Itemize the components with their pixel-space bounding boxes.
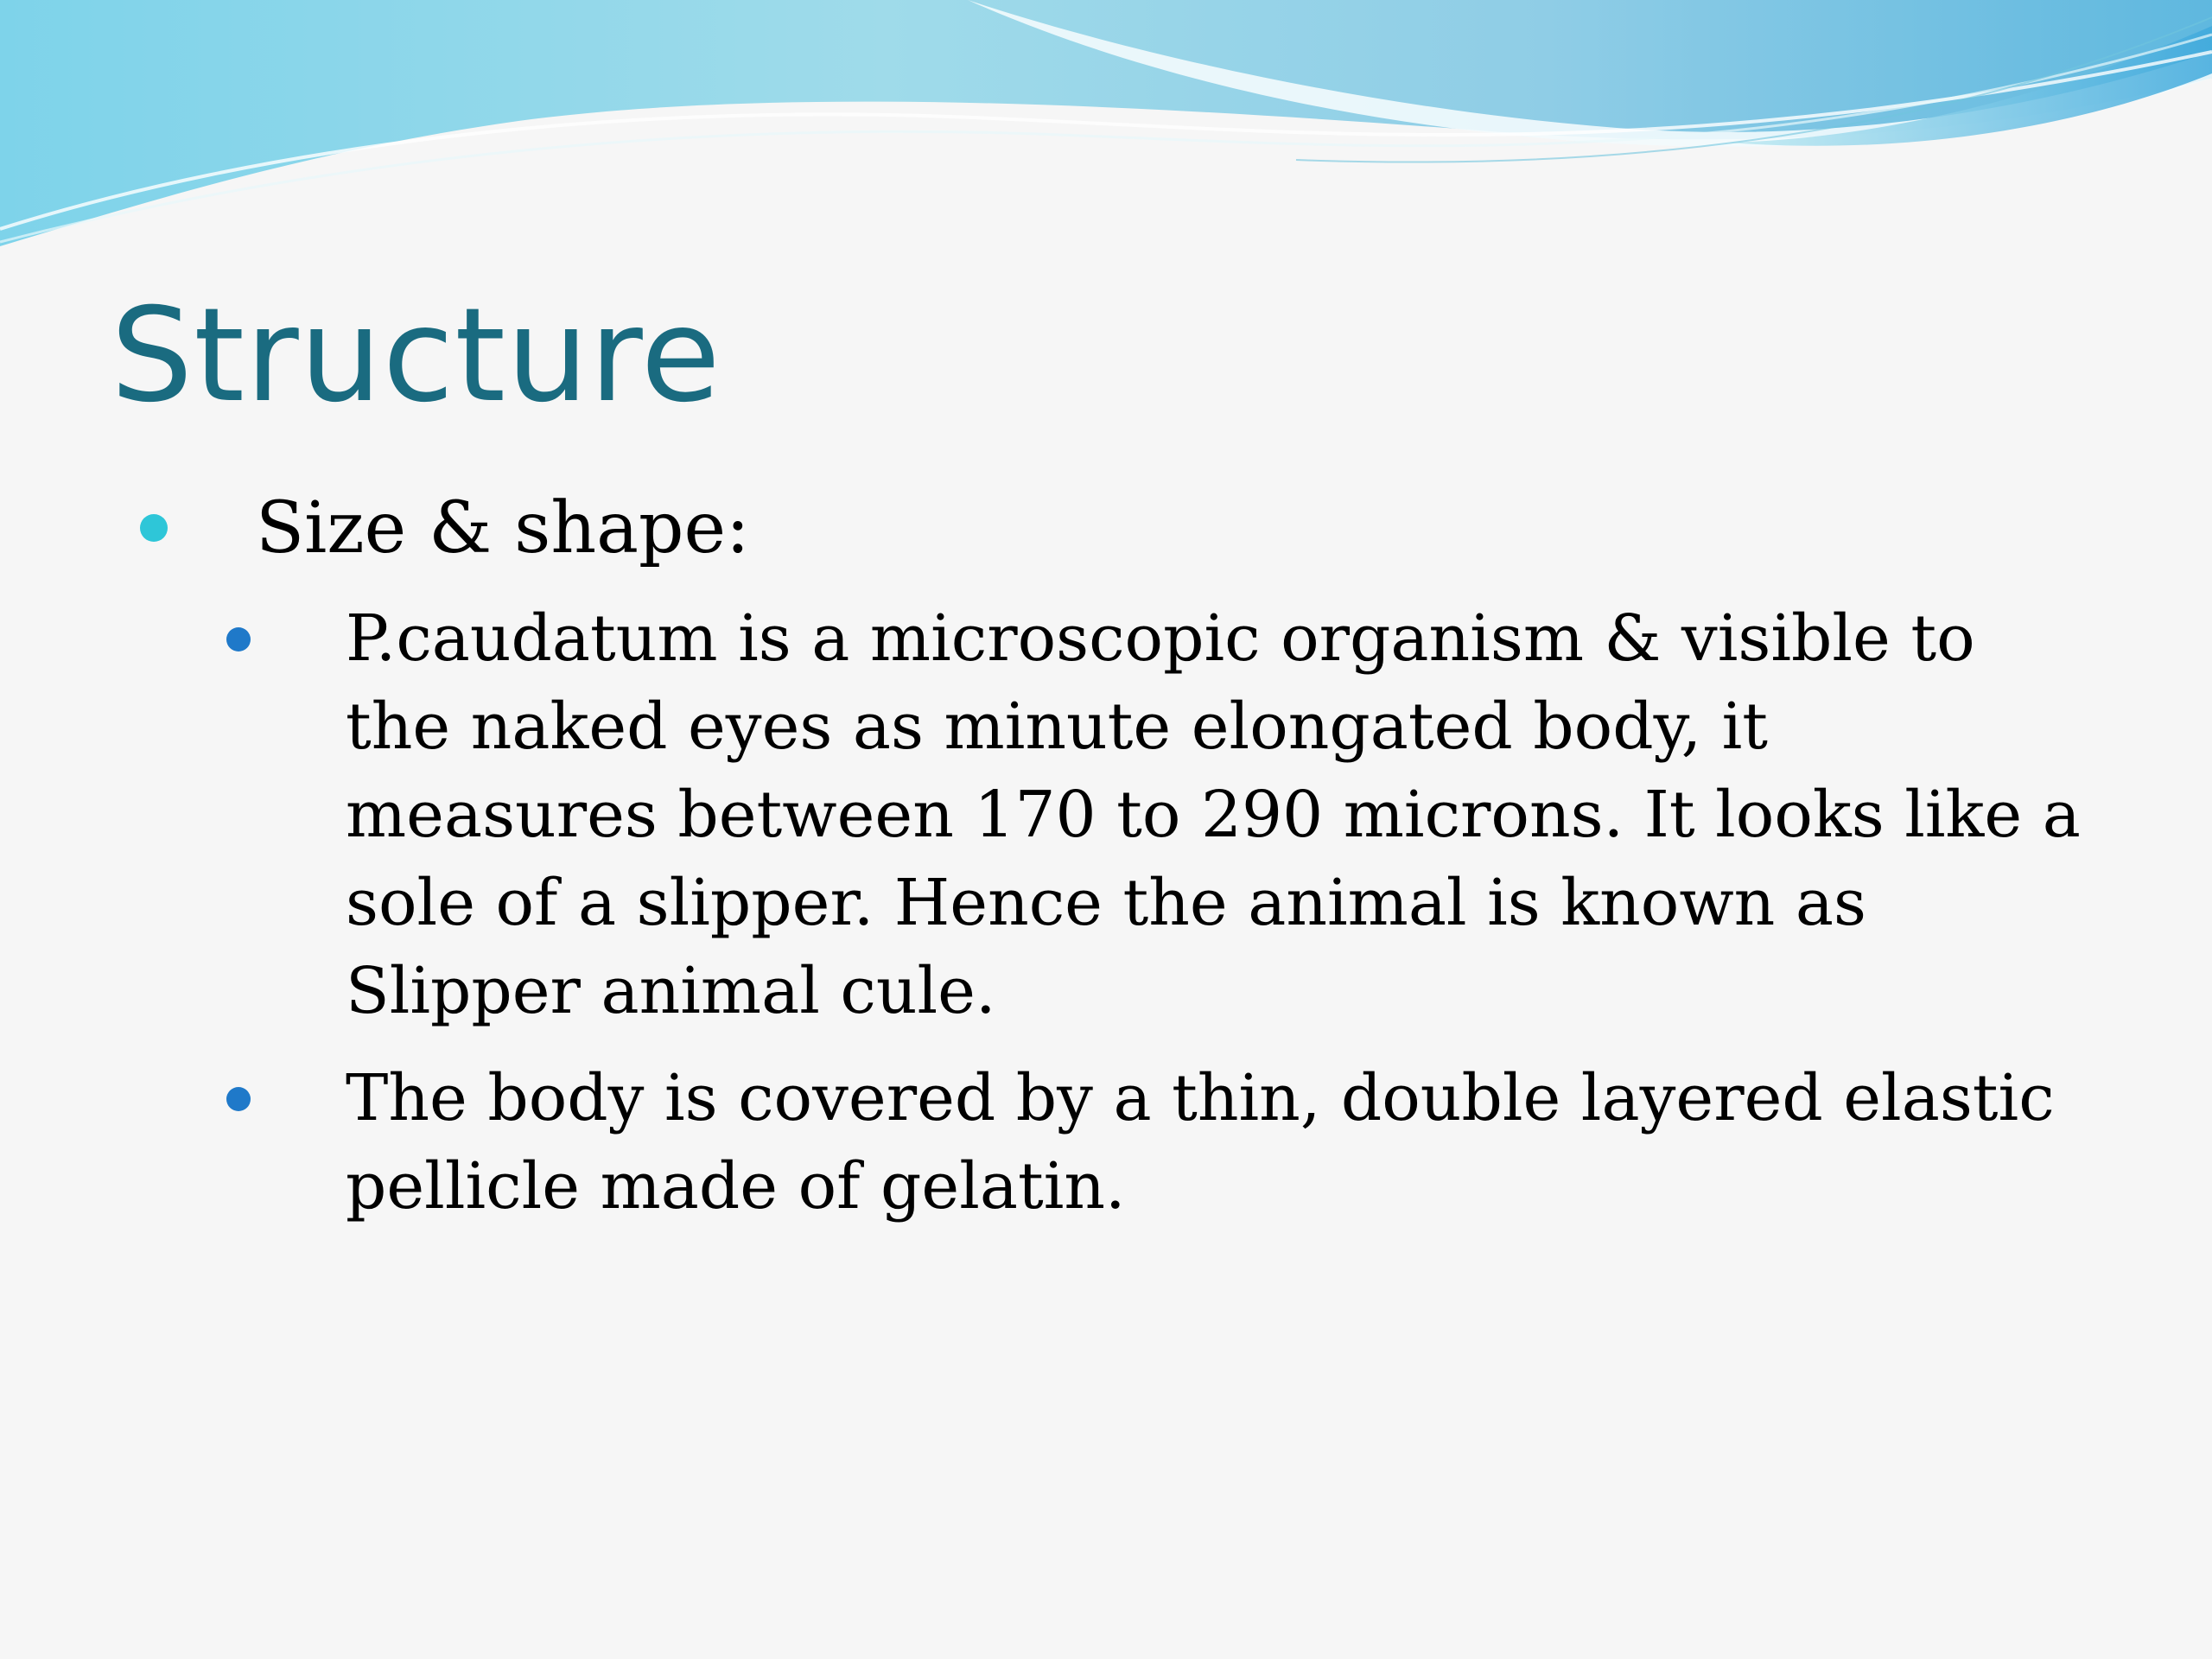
- bullet-size-shape: Size & shape:: [256, 487, 750, 569]
- sub-bullet-pellicle: The body is covered by a thin, double layered elastic pellicle made of gelatin.: [346, 1061, 2055, 1224]
- bullet-dot-level1: [140, 514, 168, 542]
- bullet-dot-level2: [226, 627, 251, 652]
- header-wave-decoration: [0, 0, 2212, 259]
- bullet-dot-level2: [226, 1087, 251, 1111]
- sub-bullet-size-description: P.caudatum is a microscopic organism & visible to the naked eyes as minute elongated body, it measures between 170 to 290 microns. It looks like a sole of a slipper. Hence the animal is known as Slipper animal cule.: [346, 601, 2081, 1028]
- slide-title: Structure: [111, 281, 721, 431]
